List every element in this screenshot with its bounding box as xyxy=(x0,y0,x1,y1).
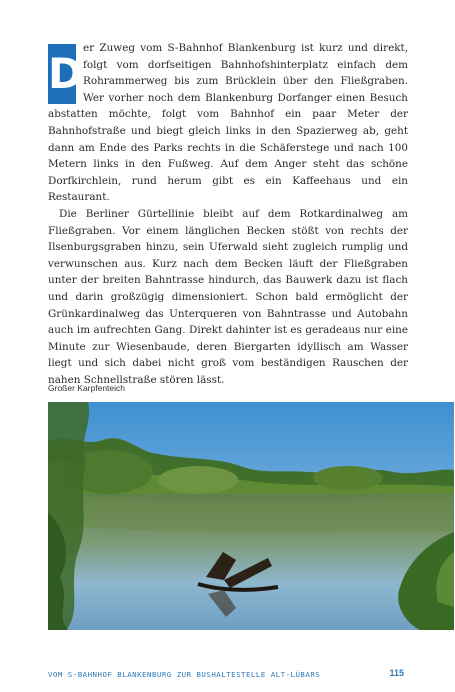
article-text xyxy=(48,40,408,388)
page-number: 115 xyxy=(389,668,404,678)
lake-photo xyxy=(48,402,454,630)
photo-caption: Großer Karpfenteich xyxy=(48,383,126,393)
running-title: VOM S-BAHNHOF BLANKENBURG ZUR BUSHALTESTELLE ALT-LÜBARS xyxy=(48,670,321,679)
paragraph-1: er Zuweg vom S-Bahnhof Blankenburg ist kurz und direkt, folgt vom dorfseitigen Bahnhofshinterplatz einfach dem Rohrammerweg bis zum Brücklein über den Fließgraben. Wer vorher noch dem Blankenburg Dorfanger einen Besuch abstatten möchte, folgt vom Bahnhof ein paar Meter der Bahnhofstraße und biegt gleich links in den Spazierweg ab, geht dann am Ende des Parks rechts in die Schäferstege und nach 100 Metern links in den Fußweg. Auf dem Anger steht das schöne Dorfkirchlein, rund herum gibt es ein Kaffeehaus und ein Restaurant. xyxy=(48,42,408,204)
drop-cap: D xyxy=(48,44,76,104)
paragraph-2: Die Berliner Gürtellinie bleibt auf dem Rotkardinalweg am Fließgraben. Vor einem länglichen Becken stößt von rechts der Ilsenburgsgraben hinzu, sein Uferwald sieht zugleich rumplig und verwunschen aus. Kurz nach dem Becken läuft der Fließgraben unter der breiten Bahntrasse hindurch, das Bauwerk dazu ist flach und darin großzügig dimensioniert. Schon bald ermöglicht der Grünkardinalweg das Unterqueren von Bahntrasse und Autobahn auch im aufrechten Gang. Direkt dahinter ist es geradeaus nur eine Minute zur Wiesenbaude, deren Biergarten idyllisch am Wasser liegt und sich dabei nicht groß vom beständigen Rauschen der nahen Schnellstraße stören lässt. xyxy=(48,207,408,386)
